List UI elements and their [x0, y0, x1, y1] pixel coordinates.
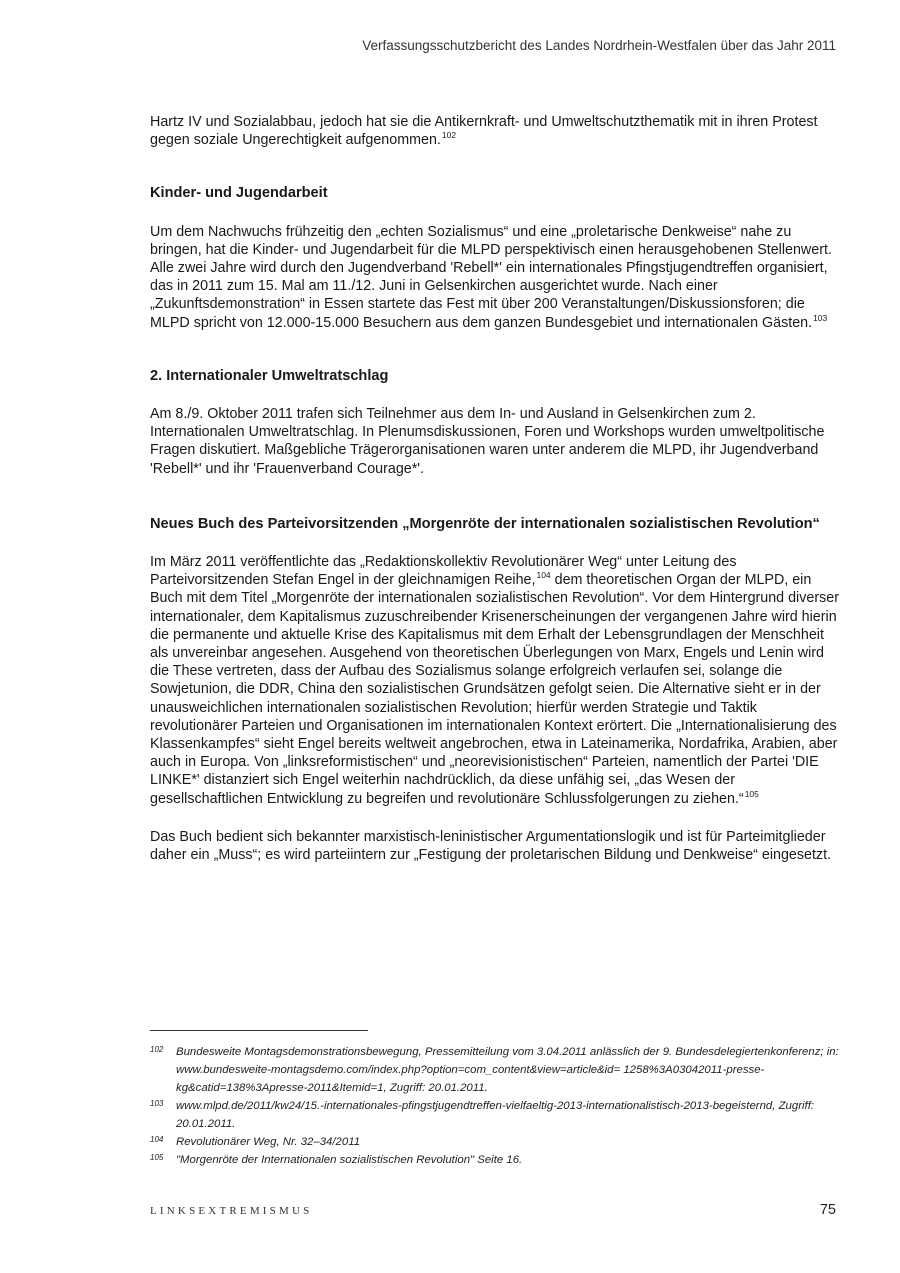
- heading-kinder-jugendarbeit: Kinder- und Jugendarbeit: [150, 185, 328, 202]
- paragraph-buch-fazit: Das Buch bedient sich bekannter marxistisch-leninistischer Argumentationslogik und ist für Parteimitglieder daher ein „Muss“; es wird parteiintern zur „Festigung der proletarischen Bildung und Denkweise“ eingesetzt.: [150, 828, 832, 864]
- footnote-item: 105 "Morgenröte der Internationalen sozialistischen Revolution" Seite 16.: [150, 1153, 523, 1166]
- running-header: Verfassungsschutzbericht des Landes Nordrhein-Westfalen über das Jahr 2011: [362, 38, 836, 53]
- footnote-ref-105[interactable]: 105: [744, 788, 759, 799]
- paragraph-kinder-jugendarbeit: Um dem Nachwuchs frühzeitig den „echten Sozialismus“ und eine „proletarische Denkweise“ nahe zu bringen, hat die Kinder- und Jugendarbeit für die MLPD perspektivisch einen herausgehobenen Stellenwert. Alle zwei Jahre wird durch den Jugendverband 'Rebell*' ein internationales Pfingstjugendtreffen organisiert, das in 2011 zum 15. Mal am 11./12. Juni in Gelsenkirchen ausgerichtet wurde. Nach einer „Zukunftsdemonstration“ in Essen startete das Fest mit über 200 Veranstaltungen/Diskussionsforen; die MLPD spricht von 12.000-15.000 Besuchern aus dem ganzen Bundesgebiet und internationalen Gästen.$^{103}$: [150, 223, 832, 331]
- footnote-ref-103[interactable]: 103: [813, 312, 828, 323]
- paragraph-neues-buch: Im März 2011 veröffentlichte das „Redaktionskollektiv Revolutionärer Weg“ unter Leitung des Parteivorsitzenden Stefan Engel in der gleichnamigen Reihe,$^{104}$ dem theoretischen Organ der MLPD, ein Buch mit dem Titel „Morgenröte der internationalen sozialistischen Revolution“. Vor dem Hintergrund diverser internationaler, dem Kapitalismus zuzuschreibender Krisenerscheinungen der vergangenen Jahre wird hierin die permanente und aktuelle Krise des Kapitalismus mit dem Erhalt der Lebensgrundlagen der Menschheit als unvereinbar angesehen. Ausgehend von theoretischen Überlegungen von Marx, Engels und Lenin wird die These vertreten, dass der Aufbau des Sozialismus solange erfolgreich verlaufen sei, solange die Sowjetunion, die DDR, China den sozialistischen Grundsätzen gefolgt seien. Die Alternative sieht er in der unausweichlichen internationalen sozialistischen Revolution; hierfür werden Strategie und Taktik revolutionärer Parteien und Organisationen im internationalen Kontext erörtert. Die „Internationalisierung des Klassenkampfes“ sieht Engel bereits weltweit angebrochen, etwa in Lateinamerika, Nordafrika, Arabien, aber auch in Europa. Von „linksreformistischen“ und „neorevisionistischen“ Parteien, namentlich der Partei 'DIE LINKE*' distanziert sich Engel weiterhin nachdrücklich, da diese unfähig sei, „das Wesen der gesellschaftlichen Entwicklung zu begreifen und revolutionäre Schlussfolgerungen zu ziehen.“$^{105}$: [150, 554, 839, 807]
- footnote-ref-104[interactable]: 104: [536, 570, 551, 581]
- heading-neues-buch: Neues Buch des Parteivorsitzenden „Morgenröte der internationalen sozialistischen Revolution“: [150, 515, 820, 532]
- intro-paragraph: Hartz IV und Sozialabbau, jedoch hat sie die Antikernkraft- und Umweltschutzthematik mit in ihren Protest gegen soziale Ungerechtigkeit aufgenommen.$^{102}$: [150, 114, 818, 149]
- heading-umweltratschlag: 2. Internationaler Umweltratschlag: [150, 367, 389, 384]
- page-number: 75: [819, 1202, 836, 1218]
- footnote-item: 104 Revolutionärer Weg, Nr. 32–34/2011: [150, 1135, 361, 1148]
- footnote-item: 103 www.mlpd.de/2011/kw24/15.-internationales-pfingstjugendtreffen-vielfaeltig-2013-internationalistisch-2013-begeisternd, Zugriff: 20.01.2011.: [150, 1099, 815, 1130]
- footnote-divider: [150, 1030, 368, 1031]
- footnotes: [150, 1043, 840, 1169]
- footer-section-label: LINKSEXTREMISMUS: [150, 1205, 313, 1217]
- footnote-item: 102 Bundesweite Montagsdemonstrationsbewegung, Pressemitteilung vom 3.04.2011 anlässlich der 9. Bundesdelegiertenkonferenz; in: www.bundesweite-montagsdemo.com/index.php?option=com_content&view=article&id= 1258%3A03042011-presse-kg&catid=138%3Apresse-2011&Itemid=1, Zugriff: 20.01.2011.: [150, 1045, 839, 1094]
- main-content: [150, 113, 840, 864]
- paragraph-umweltratschlag: Am 8./9. Oktober 2011 trafen sich Teilnehmer aus dem In- und Ausland in Gelsenkirchen zum 2. Internationalen Umweltratschlag. In Plenumsdiskussionen, Foren und Workshops wurden umweltpolitische Fragen diskutiert. Maßgebliche Trägerorganisationen waren unter anderem die MLPD, ihr Jugendverband 'Rebell*' und ihr 'Frauenverband Courage*'.: [150, 406, 825, 477]
- footnote-ref-102[interactable]: 102: [441, 130, 457, 141]
